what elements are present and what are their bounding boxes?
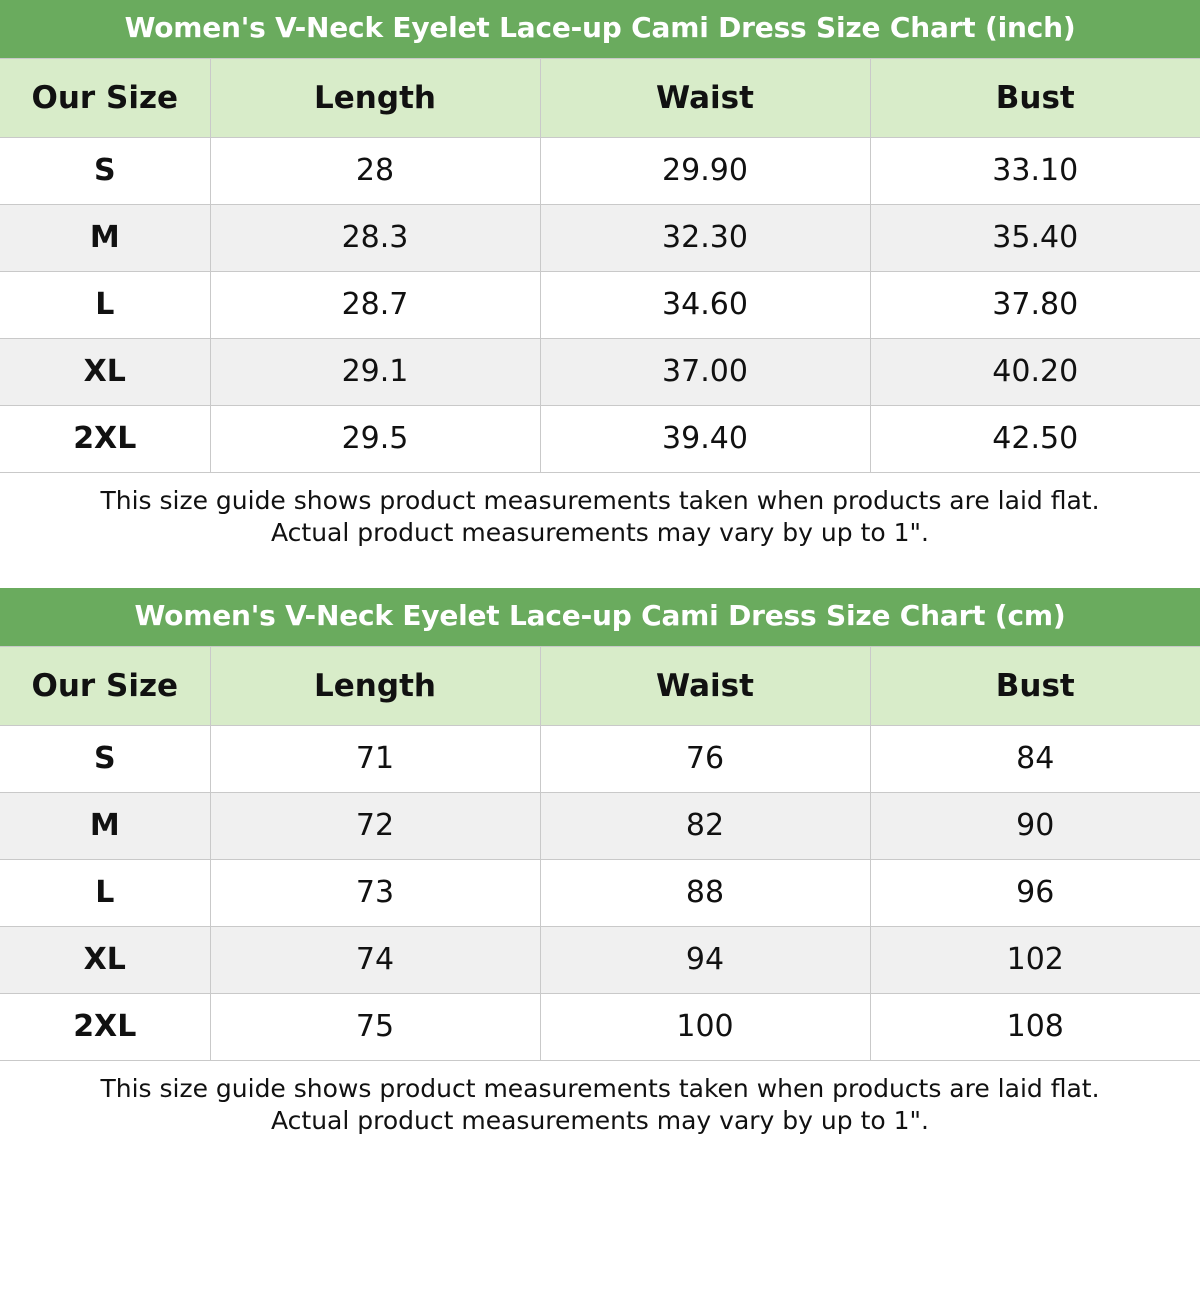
column-header-length: Length: [210, 646, 540, 725]
table-header-row: [0, 646, 1200, 725]
cell-size: M: [0, 204, 210, 271]
table-row: [0, 993, 1200, 1060]
table-row: [0, 725, 1200, 792]
cell-bust: 108: [870, 993, 1200, 1060]
cell-size: XL: [0, 338, 210, 405]
cell-bust: 37.80: [870, 271, 1200, 338]
cell-bust: 84: [870, 725, 1200, 792]
cell-length: 74: [210, 926, 540, 993]
column-header-length: Length: [210, 58, 540, 137]
size-chart-cm-title: Women's V-Neck Eyelet Lace-up Cami Dress Size Chart (cm): [0, 588, 1200, 646]
note-line-1: This size guide shows product measurements taken when products are laid flat.: [100, 1073, 1100, 1103]
table-row: [0, 338, 1200, 405]
cell-waist: 29.90: [540, 137, 870, 204]
cell-waist: 32.30: [540, 204, 870, 271]
size-table-inch: [0, 58, 1200, 473]
note-line-2: Actual product measurements may vary by up to 1".: [271, 1106, 929, 1136]
cell-waist: 76: [540, 725, 870, 792]
size-chart-inch-note: [0, 473, 1200, 560]
cell-bust: 96: [870, 859, 1200, 926]
cell-size: XL: [0, 926, 210, 993]
cell-bust: 35.40: [870, 204, 1200, 271]
cell-size: S: [0, 725, 210, 792]
cell-bust: 102: [870, 926, 1200, 993]
size-chart-cm: [0, 588, 1200, 1148]
size-table-cm-body: [0, 725, 1200, 1060]
column-header-our-size: Our Size: [0, 646, 210, 725]
cell-length: 28.3: [210, 204, 540, 271]
cell-size: 2XL: [0, 405, 210, 472]
table-row: [0, 792, 1200, 859]
table-header-row: [0, 58, 1200, 137]
column-header-bust: Bust: [870, 646, 1200, 725]
table-row: [0, 204, 1200, 271]
table-row: [0, 405, 1200, 472]
column-header-waist: Waist: [540, 58, 870, 137]
cell-waist: 82: [540, 792, 870, 859]
cell-bust: 33.10: [870, 137, 1200, 204]
cell-size: L: [0, 271, 210, 338]
size-chart-inch-title: Women's V-Neck Eyelet Lace-up Cami Dress Size Chart (inch): [0, 0, 1200, 58]
cell-waist: 100: [540, 993, 870, 1060]
cell-length: 71: [210, 725, 540, 792]
cell-length: 75: [210, 993, 540, 1060]
cell-waist: 34.60: [540, 271, 870, 338]
cell-length: 28: [210, 137, 540, 204]
size-chart-inch: [0, 0, 1200, 560]
note-line-1: This size guide shows product measurements taken when products are laid flat.: [100, 485, 1100, 515]
table-row: [0, 271, 1200, 338]
chart-divider: [0, 560, 1200, 588]
cell-bust: 90: [870, 792, 1200, 859]
cell-length: 72: [210, 792, 540, 859]
cell-length: 73: [210, 859, 540, 926]
note-line-2: Actual product measurements may vary by up to 1".: [271, 518, 929, 548]
cell-length: 28.7: [210, 271, 540, 338]
table-row: [0, 137, 1200, 204]
size-table-inch-body: [0, 137, 1200, 472]
cell-bust: 42.50: [870, 405, 1200, 472]
column-header-waist: Waist: [540, 646, 870, 725]
cell-waist: 37.00: [540, 338, 870, 405]
cell-waist: 39.40: [540, 405, 870, 472]
cell-length: 29.1: [210, 338, 540, 405]
size-table-inch-header: [0, 58, 1200, 137]
cell-size: L: [0, 859, 210, 926]
cell-length: 29.5: [210, 405, 540, 472]
cell-size: M: [0, 792, 210, 859]
cell-bust: 40.20: [870, 338, 1200, 405]
cell-size: 2XL: [0, 993, 210, 1060]
size-chart-cm-note: [0, 1061, 1200, 1148]
cell-waist: 94: [540, 926, 870, 993]
column-header-our-size: Our Size: [0, 58, 210, 137]
column-header-bust: Bust: [870, 58, 1200, 137]
cell-waist: 88: [540, 859, 870, 926]
size-table-cm-header: [0, 646, 1200, 725]
table-row: [0, 859, 1200, 926]
table-row: [0, 926, 1200, 993]
cell-size: S: [0, 137, 210, 204]
size-table-cm: [0, 646, 1200, 1061]
